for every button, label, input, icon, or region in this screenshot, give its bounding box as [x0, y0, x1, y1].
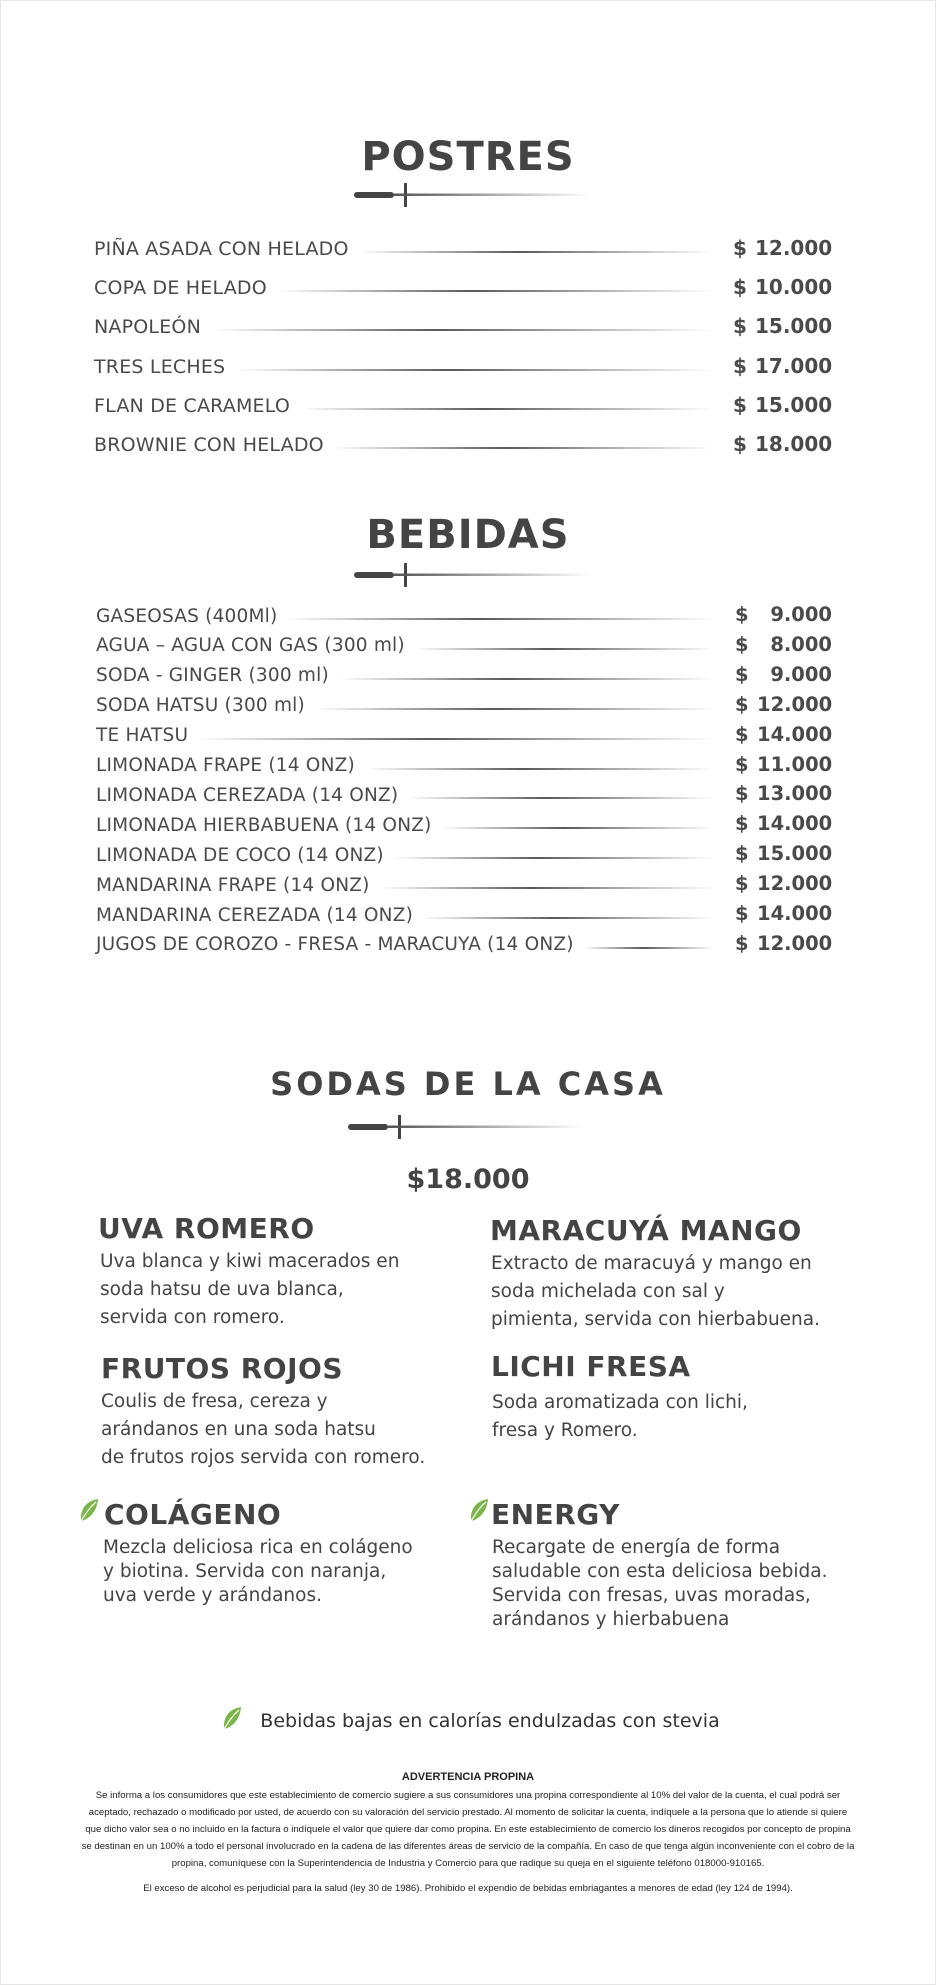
dotted-leader [235, 369, 712, 371]
menu-item [94, 430, 722, 460]
leaf-icon [78, 1497, 100, 1523]
tip-body: Se informa a los consumidores que este establecimiento de comercio sugiere a sus consumidores una propina correspondiente al 10% del valor de la cuenta, el cual podrá ser aceptado, rechazado o modificado por usted, de acuerdo con su valoración del servicio prestado. Al momento de solicitar la cuenta, indíquele a la persona que lo atiende si quiere que dicho valor sea o no incluido en la factura o indíquele el valor que quiere dar como propina. En este establecimiento de comercio los dineros recogidos por concepto de propina se destinan en un 100% a todo el personal involucrado en la cadena de las diferentes áreas de servicio de la compañía. En caso de que tenga algún inconveniente con el cobro de la propina, comuníquese con la Superintendencia de Industria y Comercio para que radique su queja en el siguiente teléfono 018000-910165. [81, 1790, 855, 1869]
price-value: 17.000 [755, 353, 833, 378]
dotted-leader [198, 738, 714, 740]
menu-item-price [735, 872, 832, 895]
dotted-leader [442, 827, 714, 829]
soda-description: Uva blanca y kiwi macerados en soda hatsu de uva blanca, servida con romero. [100, 1251, 400, 1328]
menu-item-price [735, 902, 832, 925]
stevia-note: Bebidas bajas en calorías endulzadas con stevia [260, 1710, 720, 1732]
menu-item-price [733, 275, 832, 299]
dotted-leader [408, 797, 714, 799]
dotted-leader [584, 947, 714, 949]
menu-item-price [735, 663, 832, 686]
knife-divider-icon [352, 562, 592, 588]
menu-item-price [733, 393, 832, 417]
currency-symbol: $ [735, 722, 749, 746]
price-value: 9.000 [770, 603, 832, 626]
tip-title: ADVERTENCIA PROPINA [401, 1771, 535, 1783]
currency-symbol: $ [735, 632, 749, 656]
dotted-leader [415, 648, 714, 650]
menu-item [96, 601, 724, 631]
menu-item-price [735, 932, 832, 955]
soda-name: ENERGY [491, 1498, 620, 1531]
menu-item-name: FLAN DE CARAMELO [94, 394, 291, 417]
menu-item [96, 631, 724, 661]
soda-name: UVA ROMERO [98, 1212, 315, 1245]
dotted-leader [339, 678, 714, 680]
menu-item-name: LIMONADA HIERBABUENA (14 ONZ) [96, 814, 432, 836]
currency-symbol: $ [735, 931, 749, 955]
menu-item [94, 352, 722, 382]
menu-item [96, 840, 724, 870]
price-value: 15.000 [755, 314, 833, 339]
price-value: 13.000 [757, 782, 833, 806]
price-value: 8.000 [770, 632, 832, 656]
postres-title: POSTRES [361, 134, 575, 180]
currency-symbol: $ [733, 275, 747, 300]
menu-item-price [735, 812, 832, 835]
currency-symbol: $ [733, 432, 747, 456]
menu-item [96, 930, 724, 960]
price-value: 14.000 [757, 902, 833, 925]
dotted-leader [365, 768, 714, 770]
menu-item [96, 900, 724, 930]
currency-symbol: $ [735, 872, 749, 896]
menu-item-name: NAPOLEÓN [94, 316, 201, 339]
menu-item-name: SODA - GINGER (300 ml) [96, 665, 329, 687]
price-value: 14.000 [757, 722, 833, 746]
menu-item-name: LIMONADA DE COCO (14 ONZ) [96, 844, 384, 866]
menu-item-name: GASEOSAS (400Ml) [96, 605, 278, 627]
legal-notice: El exceso de alcohol es perjudicial para la salud (ley 30 de 1986). Prohibido el expendio de bebidas embriagantes a menores de edad (ley 124 de 1994). [143, 1883, 793, 1894]
dotted-leader [315, 708, 714, 710]
menu-item-name: COPA DE HELADO [94, 277, 267, 300]
leaf-icon [468, 1497, 490, 1523]
price-value: 15.000 [755, 392, 833, 417]
currency-symbol: $ [735, 692, 749, 716]
sodas-title: SODAS DE LA CASA [270, 1065, 666, 1103]
dotted-leader [380, 887, 714, 889]
sodas-price: $18.000 [406, 1164, 530, 1195]
currency-symbol: $ [733, 314, 747, 339]
currency-symbol: $ [735, 752, 749, 776]
price-value: 14.000 [757, 812, 833, 836]
price-value: 11.000 [757, 752, 833, 776]
menu-item [96, 691, 724, 721]
currency-symbol: $ [735, 662, 749, 686]
currency-symbol: $ [733, 392, 747, 417]
menu-item-price [735, 723, 832, 746]
menu-item-name: PIÑA ASADA CON HELADO [94, 238, 349, 260]
menu-item-name: MANDARINA FRAPE (14 ONZ) [96, 874, 370, 896]
currency-symbol: $ [735, 603, 749, 626]
currency-symbol: $ [735, 812, 749, 836]
menu-item-price [735, 693, 832, 716]
price-value: 12.000 [757, 692, 833, 716]
menu-item [94, 273, 722, 303]
price-value: 12.000 [757, 872, 833, 896]
menu-item-price [733, 314, 832, 338]
bebidas-title: BEBIDAS [366, 512, 570, 558]
menu-item-price [735, 753, 832, 776]
menu-item-price [733, 354, 832, 378]
soda-name: MARACUYÁ MANGO [490, 1214, 802, 1247]
menu-item [96, 661, 724, 691]
soda-description: Recargate de energía de forma saludable con esta deliciosa bebida. Servida con fresas, uvas moradas, arándanos y hierbabuena [492, 1537, 828, 1630]
soda-name: LICHI FRESA [491, 1350, 691, 1383]
price-value: 12.000 [757, 931, 833, 955]
menu-item [96, 780, 724, 810]
price-value: 15.000 [757, 842, 833, 866]
soda-description: Coulis de fresa, cereza y arándanos en una soda hatsu de frutos rojos servida con romero. [101, 1391, 426, 1468]
currency-symbol: $ [735, 902, 749, 925]
menu-item-name: AGUA – AGUA CON GAS (300 ml) [96, 635, 405, 657]
menu-item-name: LIMONADA FRAPE (14 ONZ) [96, 755, 355, 776]
menu-item-price [735, 842, 832, 865]
dotted-leader [359, 251, 712, 253]
soda-name: COLÁGENO [104, 1498, 282, 1531]
knife-divider-icon [346, 1114, 586, 1140]
menu-item-name: JUGOS DE COROZO - FRESA - MARACUYA (14 ONZ) [96, 934, 574, 956]
menu-item [94, 312, 722, 342]
dotted-leader [300, 408, 712, 410]
menu-item [96, 721, 724, 751]
currency-symbol: $ [733, 236, 747, 260]
price-value: 18.000 [755, 432, 833, 456]
soda-description: Mezcla deliciosa rica en colágeno y biotina. Servida con naranja, uva verde y arándanos. [103, 1537, 413, 1606]
soda-name: FRUTOS ROJOS [101, 1352, 343, 1385]
soda-description: Soda aromatizada con lichi, fresa y Romero. [492, 1392, 748, 1441]
menu-item-name: MANDARINA CEREZADA (14 ONZ) [96, 904, 413, 926]
dotted-leader [277, 290, 712, 292]
currency-symbol: $ [733, 353, 747, 378]
menu-item-price [733, 236, 832, 260]
menu-item-name: BROWNIE CON HELADO [94, 434, 324, 456]
price-value: 12.000 [755, 236, 833, 260]
menu-item-price [735, 633, 832, 656]
soda-description: Extracto de maracuyá y mango en soda michelada con sal y pimienta, servida con hierbabuena. [491, 1253, 820, 1330]
dotted-leader [334, 447, 712, 449]
menu-item-name: TE HATSU [96, 725, 189, 747]
dotted-leader [211, 329, 712, 331]
menu-item [94, 391, 722, 421]
menu-item-name: LIMONADA CEREZADA (14 ONZ) [96, 784, 399, 806]
menu-item [94, 234, 722, 264]
knife-divider-icon [352, 182, 592, 208]
menu-item-price [733, 432, 832, 456]
currency-symbol: $ [735, 782, 749, 806]
menu-item [96, 810, 724, 840]
menu-item-name: TRES LECHES [94, 355, 226, 378]
price-value: 10.000 [755, 275, 833, 300]
dotted-leader [287, 618, 714, 620]
menu-item-price [735, 603, 832, 626]
menu-item-price [735, 782, 832, 805]
price-value: 9.000 [770, 662, 832, 686]
menu-item [96, 870, 724, 900]
dotted-leader [423, 917, 714, 919]
menu-item-name: SODA HATSU (300 ml) [96, 695, 305, 717]
menu-item [96, 751, 724, 781]
dotted-leader [394, 857, 714, 859]
currency-symbol: $ [735, 842, 749, 866]
